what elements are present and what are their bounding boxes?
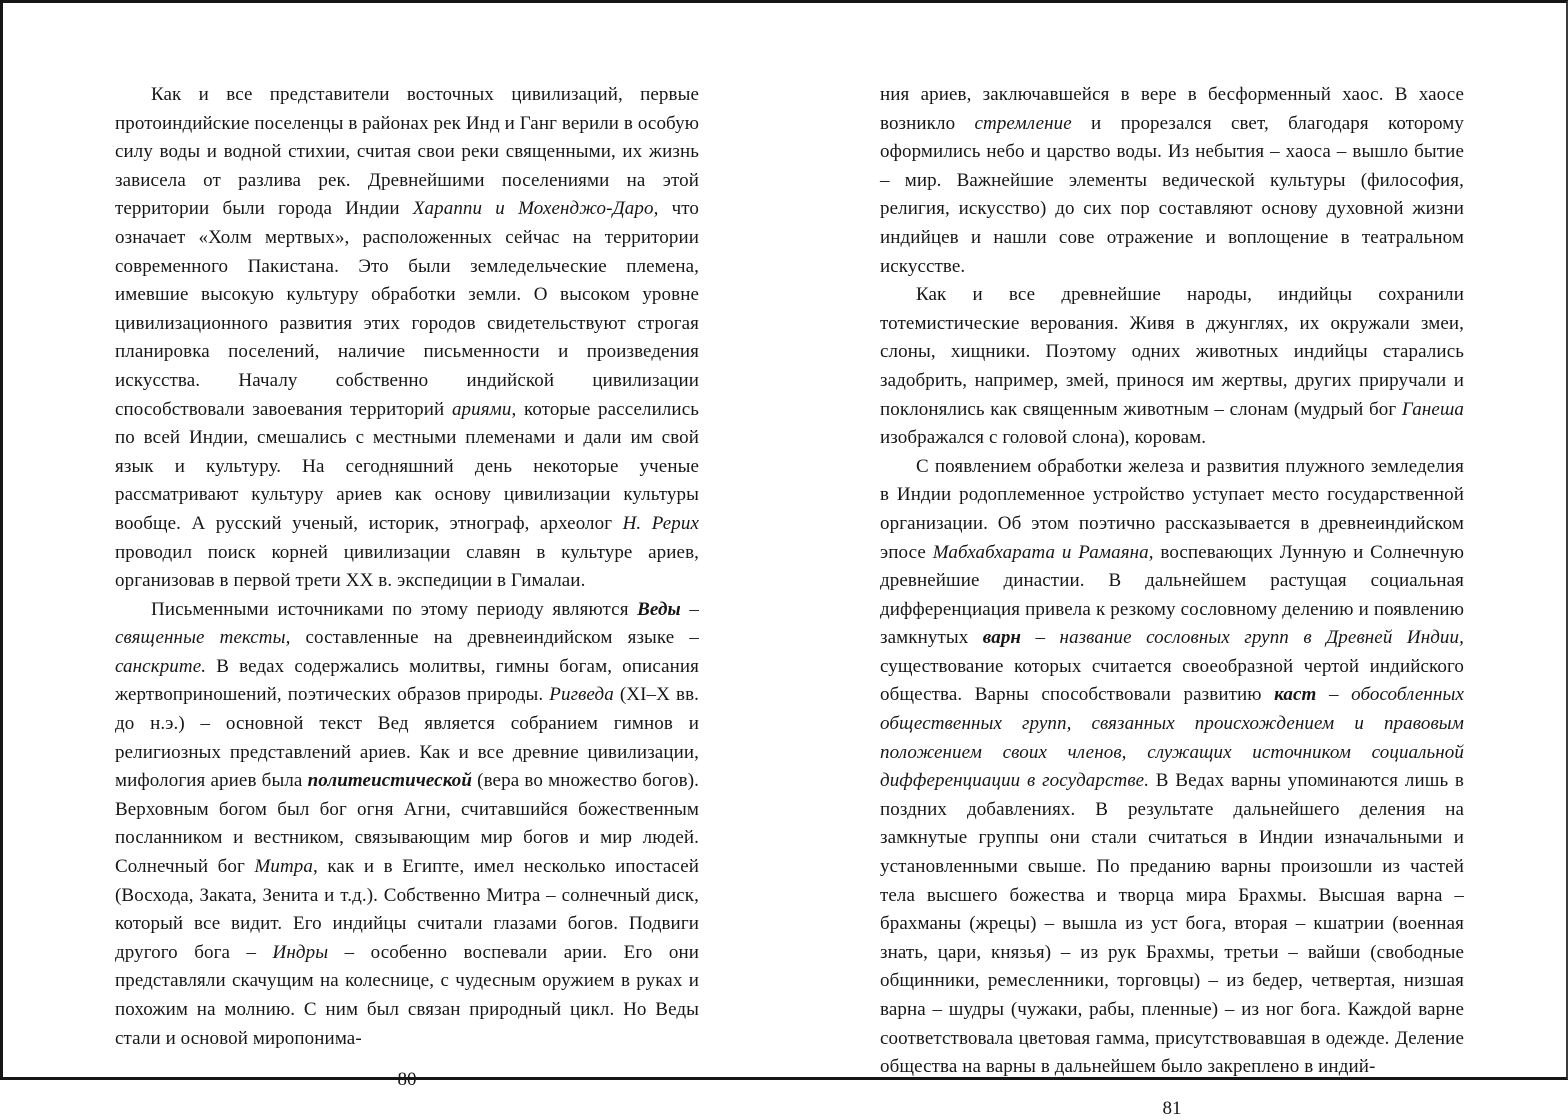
- emphasized-text: каст: [1274, 684, 1317, 706]
- body-text: Как и все представители восточных цивилизаций, первые протоиндийские поселенцы в районах рек Инд и Ганг верили в особую силу воды и водной стихии, считая свои реки священными, их жизнь зависела от разлива рек. Древнейшими поселениями на этой территории были города Индии: [115, 84, 699, 220]
- emphasized-text: ариями: [451, 398, 512, 420]
- paragraph: [115, 596, 699, 1054]
- emphasized-text: название сословных групп в Древней Индии,: [1059, 627, 1464, 649]
- paragraph: [880, 281, 1464, 453]
- emphasized-text: Ригведа: [549, 684, 614, 706]
- body-text: , воспевающих Лунную и Солнечную древнейшие династии. В дальнейшем растущая социальная дифференциация привела к резкому сословному делению и появлению замкнутых: [880, 541, 1464, 649]
- page-number: 81: [1162, 1097, 1182, 1119]
- body-text: (XI–X вв. до н.э.) – основной текст Вед является собранием гимнов и религиозных представлений ариев. Как и все древние цивилизации, мифология ариев была: [115, 684, 699, 792]
- page-right: [880, 81, 1464, 1120]
- body-text: –: [1316, 684, 1352, 706]
- body-text: составленные на древнеиндийском языке –: [290, 627, 699, 649]
- emphasized-text: Митра: [254, 856, 313, 878]
- page-text: [115, 81, 699, 1053]
- body-text: и прорезался свет, благодаря которому оформились небо и царство воды. Из небытия – хаоса – вышло бытие – мир. Важнейшие элементы ведической культуры (философия, религия, искусство) до сих пор составляют основу духовной жизни индийцев и нашли сове отражение и воплощение в театральном искусстве.: [880, 112, 1464, 277]
- body-text: , которые расселились по всей Индии, смешались с местными племенами и дали им свой язык и культуру. На сегодняшний день некоторые ученые рассматривают культуру ариев как основу цивилизации культуры вообще. А русский ученый, историк, этнограф, археолог: [115, 398, 700, 534]
- emphasized-text: Мабхабхарата и Рамаяна: [932, 541, 1149, 563]
- paragraph: [880, 453, 1464, 1082]
- page-text: [880, 81, 1464, 1082]
- emphasized-text: варн: [982, 627, 1022, 649]
- body-text: проводил поиск корней цивилизации славян в культуре ариев, организовав в первой трети XX в. экспедиции в Гималаи.: [115, 541, 699, 592]
- paragraph: [115, 81, 699, 596]
- emphasized-text: обособленных общественных групп, связанных происхождением и правовым положением своих членов, служащих источником социальной дифференциации в государстве.: [880, 684, 1464, 792]
- body-text: (вера во множество богов). Верховным богом был бог огня Агни, считавшийся божественным посланником и вестником, связывающим мир богов и мир людей. Солнечный бог: [115, 770, 699, 878]
- body-text: С появлением обработки железа и развития плужного земледелия в Индии родоплеменное устройство уступает место государственной организации. Об этом поэтично рассказывается в древнеиндийском эпосе: [880, 455, 1464, 563]
- emphasized-text: Хараппи и Мохенджо-Даро,: [412, 198, 659, 220]
- emphasized-text: священные тексты,: [115, 627, 291, 649]
- body-text: что означает «Холм мертвых», расположенных сейчас на территории современного Пакистана. Это были земледельческие племена, имевшие высокую культуру обработки земли. О высоком уровне цивилизационного развития этих городов свидетельствуют строгая планировка поселений, наличие письменности и произведения искусства. Началу собственно индийской цивилизации способствовали завоевания территорий: [115, 198, 699, 420]
- body-text: Письменными источниками по этому периоду являются: [151, 598, 638, 620]
- body-text: Как и все древнейшие народы, индийцы сохранили тотемистические верования. Живя в джунглях, их окружали змеи, слоны, хищники. Поэтому одних животных индийцы старались задобрить, например, змей, принося им жертвы, других приручали и поклонялись как священным животным – слонам (мудрый бог: [880, 284, 1464, 420]
- emphasized-text: Веды: [637, 598, 681, 620]
- emphasized-text: санскрите.: [115, 655, 207, 677]
- paragraph: [880, 81, 1464, 281]
- emphasized-text: Н. Рерих: [622, 512, 699, 534]
- emphasized-text: Ганеша: [1401, 398, 1464, 420]
- emphasized-text: политеистической: [307, 770, 472, 792]
- page-number: 80: [397, 1069, 417, 1091]
- body-text: –: [680, 598, 699, 620]
- body-text: изображался с головой слона), коровам.: [880, 427, 1207, 449]
- emphasized-text: Индры: [272, 941, 329, 963]
- body-text: существование которых считается своеобразной чертой индийского общества. Варны способствовали развитию: [880, 655, 1464, 706]
- body-text: ния ариев, заключавшейся в вере в бесформенный хаос. В хаосе возникло: [880, 84, 1464, 134]
- body-text: –: [1021, 627, 1060, 649]
- emphasized-text: стремление: [974, 112, 1072, 134]
- body-text: , как и в Египте, имел несколько ипостасей (Восхода, Заката, Зенита и т.д.). Собственно Митра – солнечный диск, который все видит. Его индийцы считали глазами богов. Подвиги другого бога –: [115, 856, 699, 963]
- page-left: [115, 81, 699, 1091]
- body-text: В ведах содержались молитвы, гимны богам, описания жертвоприношений, поэтических образов природы.: [115, 655, 699, 706]
- body-text: – особенно воспевали арии. Его они представляли скачущим на колеснице, с чудесным оружием в руках и похожим на молнию. С ним был связан природный цикл. Но Веды стали и основой миропонима-: [115, 941, 699, 1049]
- body-text: В Ведах варны упоминаются лишь в поздних добавлениях. В результате дальнейшего деления на замкнутые группы они стали считаться в Индии изначальными и установленными свыше. По преданию варны произошли из частей тела высшего божества и творца мира Брахмы. Высшая варна – брахманы (жрецы) – вышла из уст бога, вторая – кшатрии (военная знать, цари, князья) – из рук Брахмы, третьи – вайши (свободные общинники, ремесленники, торговцы) – из бедер, четвертая, низшая варна – шудры (чужаки, рабы, пленные) – из ног бога. Каждой варне соответствовала цветовая гамма, присутствовавшая в одежде. Деление общества на варны в дальнейшем было закреплено в индий-: [880, 770, 1464, 1078]
